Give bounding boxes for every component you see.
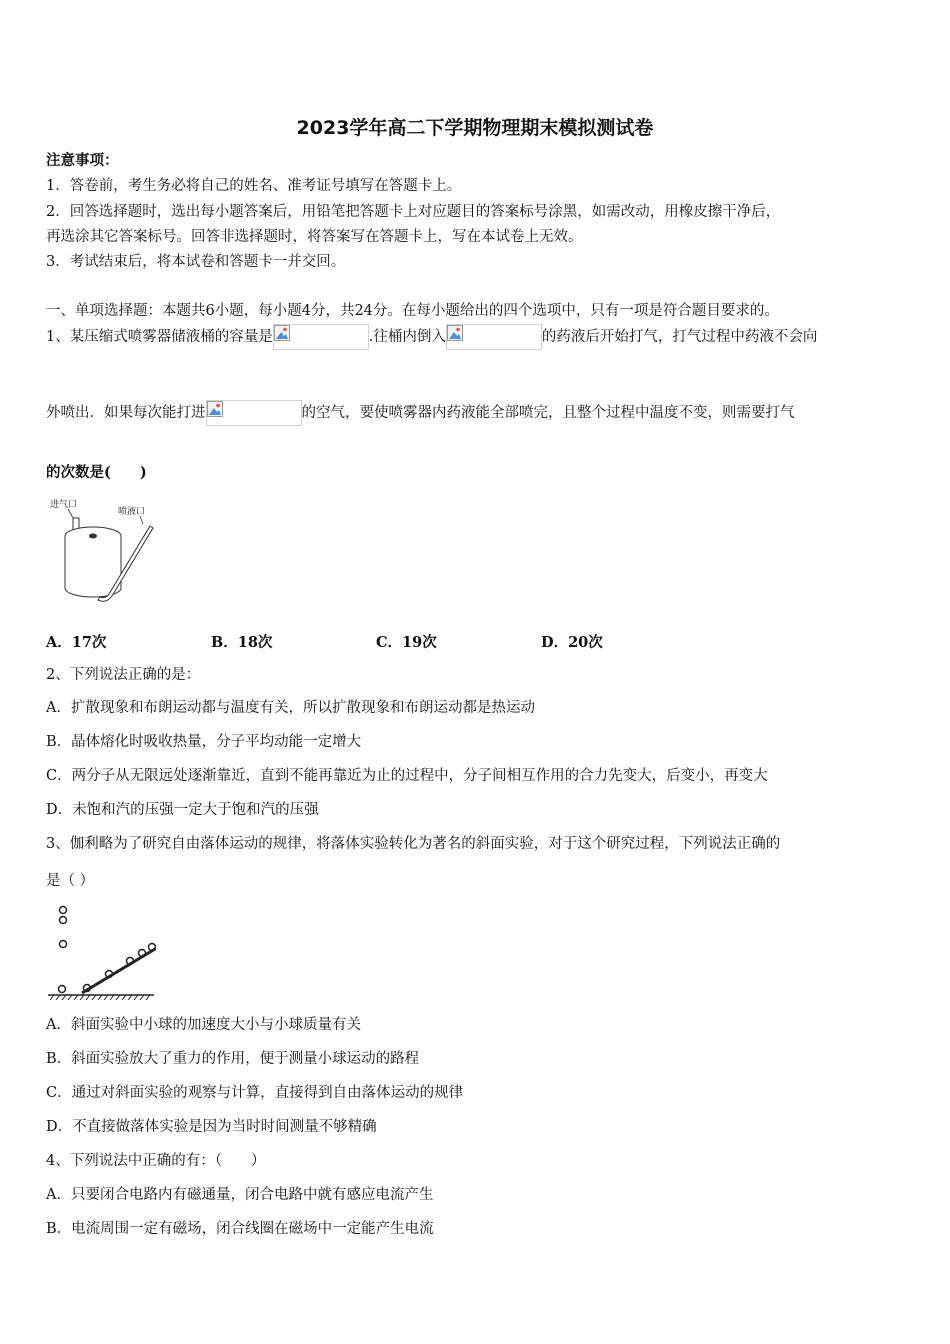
q4-option-b: B．电流周围一定有磁场，闭合线圈在磁场中一定能产生电流 [46, 1221, 434, 1237]
tank-cap [89, 534, 97, 539]
q2-stem: 2、下列说法正确的是： [46, 667, 201, 683]
incline-figure [46, 904, 156, 1000]
q3-stem-cont: 是（ ） [46, 873, 95, 889]
broken-image-icon [207, 401, 223, 417]
q2-option-a: A．扩散现象和布朗运动都与温度有关，所以扩散现象和布朗运动都是热运动 [46, 700, 535, 716]
q1-option-c: C．19次 [376, 634, 437, 651]
q1-text: 1、某压缩式喷雾器储液桶的容量是 [46, 329, 273, 345]
q2-option-b: B．晶体熔化时吸收热量，分子平均动能一定增大 [46, 734, 362, 750]
q2-option-d: D．未饱和汽的压强一定大于饱和汽的压强 [46, 802, 319, 818]
notice-item: 3．考试结束后，将本试卷和答题卡一并交回。 [46, 254, 346, 270]
broken-image-icon [447, 325, 463, 341]
sprayer-inlet-label: 进气口 [50, 500, 78, 510]
missing-formula-image [273, 324, 369, 350]
q1-text: 的药液后开始打气，打气过程中药液不会向 [541, 329, 818, 345]
notice-heading: 注意事项： [46, 152, 119, 169]
missing-formula-image [446, 324, 542, 350]
sprayer-figure [46, 496, 161, 608]
broken-image-icon [274, 325, 290, 341]
q1-text: 外喷出．如果每次能打进 [46, 405, 206, 421]
q1-line-1 [46, 324, 817, 350]
q1-line-2 [46, 400, 795, 426]
notice-item: 1．答卷前，考生务必将自己的姓名、准考证号填写在答题卡上。 [46, 178, 462, 194]
q3-option-d: D．不直接做落体实验是因为当时时间测量不够精确 [46, 1119, 377, 1135]
q4-stem: 4、下列说法中正确的有：（ ） [46, 1153, 266, 1169]
sprayer-outlet-label: 喷液口 [118, 507, 146, 517]
q4-option-a: A．只要闭合电路内有磁通量，闭合电路中就有感应电流产生 [46, 1187, 434, 1203]
notice-item: 再选涂其它答案标号。回答非选择题时，将答案写在答题卡上，写在本试卷上无效。 [46, 229, 583, 245]
falling-ball [59, 986, 66, 993]
falling-ball [60, 941, 67, 948]
q3-option-c: C．通过对斜面实验的观察与计算，直接得到自由落体运动的规律 [46, 1085, 464, 1101]
q3-stem: 3、伽利略为了研究自由落体运动的规律，将落体实验转化为著名的斜面实验，对于这个研究过程，下列说法正确的 [46, 836, 781, 852]
q1-text: 的空气，要使喷雾器内药液能全部喷完，且整个过程中温度不变，则需要打气 [301, 405, 795, 421]
q2-option-c: C．两分子从无限远处逐渐靠近，直到不能再靠近为止的过程中，分子间相互作用的合力先变大，后变小，再变大 [46, 768, 768, 784]
inlet-leader-line [68, 509, 73, 518]
section-heading: 一、单项选择题：本题共6小题，每小题4分，共24分。在每小题给出的四个选项中，只有一项是符合题目要求的。 [46, 303, 779, 319]
notice-item: 2．回答选择题时，选出每小题答案后，用铅笔把答题卡上对应题目的答案标号涂黑，如需改动，用橡皮擦干净后， [46, 204, 781, 220]
q1-option-a: A．17次 [46, 634, 107, 651]
q3-option-a: A．斜面实验中小球的加速度大小与小球质量有关 [46, 1017, 361, 1033]
q1-option-b: B．18次 [211, 634, 273, 651]
q1-option-d: D．20次 [541, 634, 603, 651]
q3-option-b: B．斜面实验放大了重力的作用，便于测量小球运动的路程 [46, 1051, 420, 1067]
falling-ball [60, 917, 67, 924]
outlet-leader-line [140, 516, 143, 524]
missing-formula-image [206, 400, 302, 426]
page-title: 2023学年高二下学期物理期末模拟测试卷 [296, 117, 654, 139]
q1-text: .往桶内倒入 [368, 329, 446, 345]
q1-line-3: 的次数是( ) [46, 464, 147, 481]
falling-ball [60, 907, 67, 914]
